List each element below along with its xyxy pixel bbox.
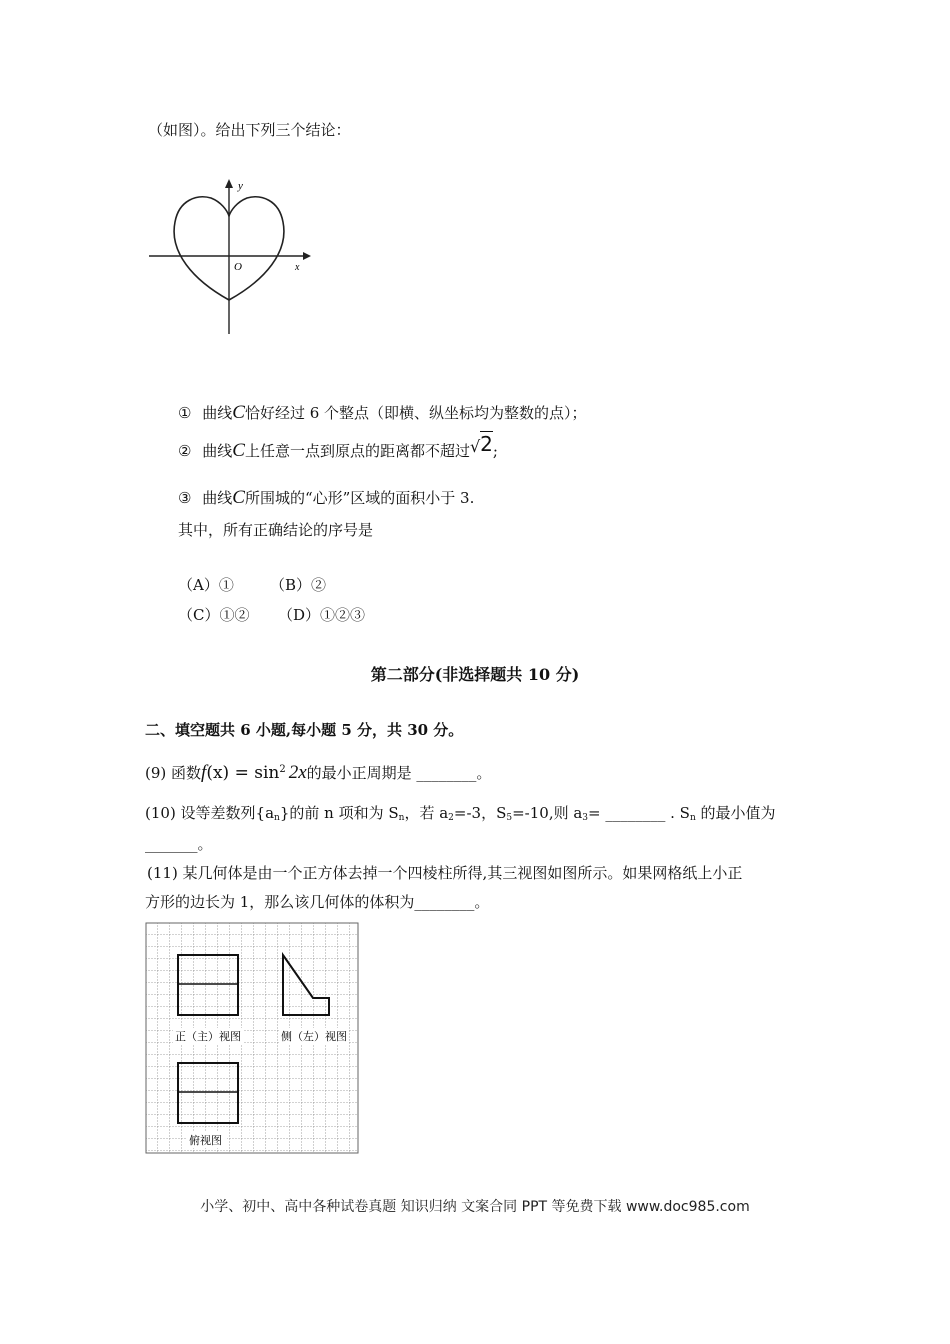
curve-var-c: C xyxy=(232,487,245,508)
curve-var-c: C xyxy=(232,402,245,423)
x-axis-arrow xyxy=(303,252,311,260)
sqrt-radicand: 2 xyxy=(480,432,493,456)
option-c: （C）①② xyxy=(178,606,250,624)
conclusion-1 xyxy=(178,403,587,423)
q10-part: =-10,则 a xyxy=(512,804,583,822)
part-title: 第二部分(非选择题共 10 分) xyxy=(370,665,580,684)
origin-label: O xyxy=(234,261,242,273)
sqrt-symbol: √ xyxy=(469,437,481,456)
question-10 xyxy=(145,803,776,828)
heart-curve-figure xyxy=(145,172,315,337)
q10-part: ，若 a xyxy=(404,804,449,822)
question-9 xyxy=(145,760,491,783)
q10-part: }的前 n 项和为 S xyxy=(279,804,399,822)
q10-sub: n xyxy=(398,813,405,823)
conclusion-3-number: ③ xyxy=(178,489,192,507)
conclusion-2 xyxy=(178,432,498,461)
section-title: 二、填空题共 6 小题,每小题 5 分，共 30 分。 xyxy=(145,721,464,739)
q10-sub: n xyxy=(274,813,280,823)
q9-exponent: 2 xyxy=(279,764,286,775)
q9-post: 的最小正周期是 ________。 xyxy=(306,764,492,782)
y-axis-arrow xyxy=(225,179,233,188)
conclusion-2-number: ② xyxy=(178,442,192,460)
conclusion-3 xyxy=(178,488,474,508)
conclusion-3-text: 所围城的“心形”区域的面积小于 3. xyxy=(244,489,475,507)
intro-text: （如图）。给出下列三个结论： xyxy=(148,121,351,139)
q10-sub: 2 xyxy=(448,813,454,823)
q10-sub: n xyxy=(689,813,696,823)
top-view-label: 俯视图 xyxy=(189,1135,222,1147)
conclusion-1-text: 恰好经过 6 个整点（即横、纵坐标均为整数的点）； xyxy=(244,404,587,422)
conclusion-2-end: ; xyxy=(492,442,498,460)
q9-pre: (9) 函数 xyxy=(145,764,202,782)
q10-part: (10) 设等差数列{a xyxy=(145,804,275,822)
q10-part: = ________ . S xyxy=(588,804,690,822)
q9-formula: (x) = sin xyxy=(206,763,280,783)
option-a: （A）① xyxy=(178,576,234,594)
option-b: （B）② xyxy=(270,576,327,594)
footer-text: 小学、初中、高中各种试卷真题 知识归纳 文案合同 PPT 等免费下载 www.doc985.com xyxy=(200,1199,750,1215)
question-11-line-2: 方形的边长为 1，那么该几何体的体积为________。 xyxy=(145,893,490,911)
three-view-grid-figure xyxy=(145,922,361,1156)
q10-sub: 3 xyxy=(582,813,589,823)
conclusion-3-pre: 曲线 xyxy=(202,489,233,507)
q10-part: =-3，S xyxy=(453,804,507,822)
q9-func-f: f xyxy=(201,762,207,783)
conclusion-1-pre: 曲线 xyxy=(202,404,233,422)
q9-argument: 2x xyxy=(288,762,307,783)
question-11-line-1: (11) 某几何体是由一个正方体去掉一个四棱柱所得,其三视图如图所示。如果网格纸上小正 xyxy=(147,864,743,882)
question-10-line-2: _______。 xyxy=(145,835,213,853)
option-d: （D）①②③ xyxy=(278,606,366,624)
question-prompt: 其中，所有正确结论的序号是 xyxy=(178,521,374,539)
front-view-label: 正（主）视图 xyxy=(175,1031,241,1043)
side-view-label: 侧（左）视图 xyxy=(281,1031,347,1043)
conclusion-1-number: ① xyxy=(178,404,192,422)
conclusion-2-text: 上任意一点到原点的距离都不超过 xyxy=(244,442,470,460)
curve-var-c: C xyxy=(232,440,245,461)
y-axis-label: y xyxy=(238,180,243,192)
conclusion-2-pre: 曲线 xyxy=(202,442,233,460)
x-axis-label: x xyxy=(295,262,300,273)
q10-sub: 5 xyxy=(506,813,513,823)
q10-part: 的最小值为 xyxy=(695,804,776,822)
